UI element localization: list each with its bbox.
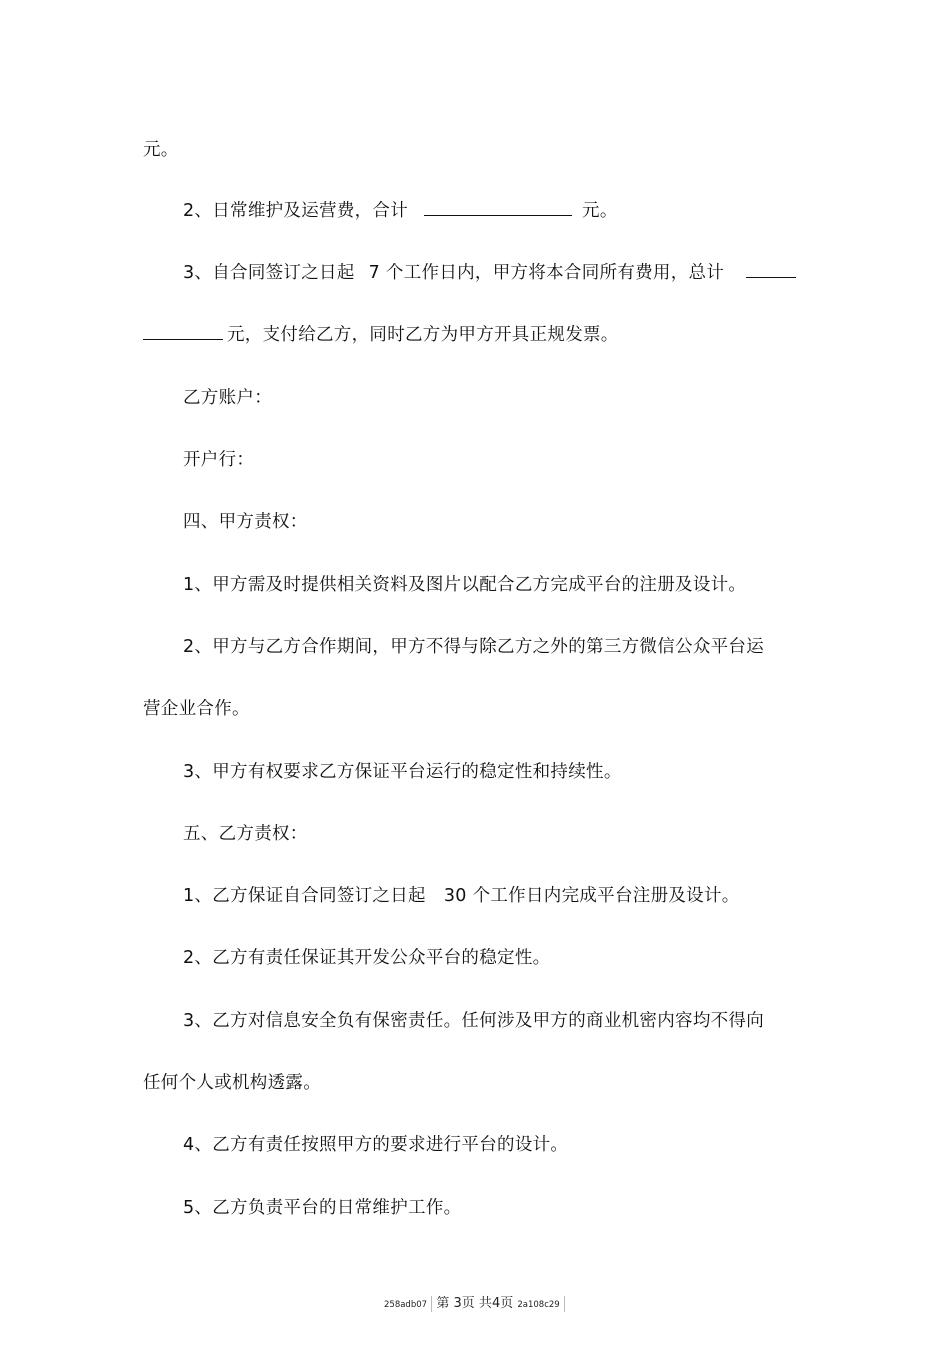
section-heading [183, 510, 308, 534]
text: 7 个工作日内，甲方将本合同所有费用，总计 [368, 263, 725, 283]
text: 任何个人或机构透露。 [143, 1073, 321, 1093]
text: 2、日常维护及运营费，合计 [183, 201, 409, 221]
paragraph-line [183, 760, 622, 784]
fill-in-blank [746, 263, 796, 278]
text: 3、自合同签订之日起 [183, 263, 355, 283]
page-label: 页 [461, 1296, 475, 1311]
text: 五、乙方责权： [183, 824, 308, 844]
paragraph-line [143, 697, 250, 721]
footer-right-code: 2a108c29 [517, 1300, 560, 1310]
text: 4、乙方有责任按照甲方的要求进行平台的设计。 [183, 1135, 569, 1155]
text: 1、乙方保证自合同签订之日起 [183, 886, 426, 906]
paragraph-line [183, 946, 550, 970]
paragraph-line [143, 138, 179, 162]
page-label: 第 [436, 1296, 450, 1311]
page-total-label: 共 [478, 1296, 492, 1311]
paragraph-line [183, 1133, 568, 1157]
paragraph-line [183, 635, 764, 659]
page-total-label: 页 [500, 1296, 514, 1311]
text: 营企业合作。 [143, 699, 250, 719]
section-heading [183, 822, 308, 846]
text: 开户行： [183, 450, 255, 470]
text: 元。 [143, 140, 179, 160]
text: 四、甲方责权： [183, 512, 308, 532]
paragraph-line [183, 261, 796, 285]
paragraph-line [183, 386, 272, 410]
text: 2、乙方有责任保证其开发公众平台的稳定性。 [183, 948, 551, 968]
text: 乙方账户： [183, 388, 272, 408]
text: 3、甲方有权要求乙方保证平台运行的稳定性和持续性。 [183, 762, 622, 782]
text: 元，支付给乙方，同时乙方为甲方开具正规发票。 [227, 325, 619, 345]
paragraph-line [143, 1071, 321, 1095]
text: 5、乙方负责平台的日常维护工作。 [183, 1198, 462, 1218]
fill-in-blank [143, 325, 223, 340]
paragraph-line [183, 448, 254, 472]
text: 2、甲方与乙方合作期间，甲方不得与除乙方之外的第三方微信公众平台运 [183, 637, 765, 657]
paragraph-line [183, 573, 746, 597]
footer-separator [564, 1296, 565, 1312]
paragraph-line [143, 323, 619, 347]
text: 元。 [582, 201, 618, 221]
page-footer [384, 1295, 565, 1313]
text: 3、乙方对信息安全负有保密责任。任何涉及甲方的商业机密内容均不得向 [183, 1011, 765, 1031]
text: 1、甲方需及时提供相关资料及图片以配合乙方完成平台的注册及设计。 [183, 575, 747, 595]
fill-in-blank [424, 201, 572, 216]
page-total: 4 [491, 1296, 501, 1311]
footer-separator [431, 1296, 432, 1312]
text: 30 个工作日内完成平台注册及设计。 [443, 886, 740, 906]
paragraph-line [183, 884, 740, 908]
paragraph-line [183, 1009, 764, 1033]
paragraph-line [183, 199, 618, 223]
page-current: 3 [453, 1296, 462, 1311]
paragraph-line [183, 1196, 461, 1220]
footer-left-code: 258adb07 [384, 1300, 428, 1310]
